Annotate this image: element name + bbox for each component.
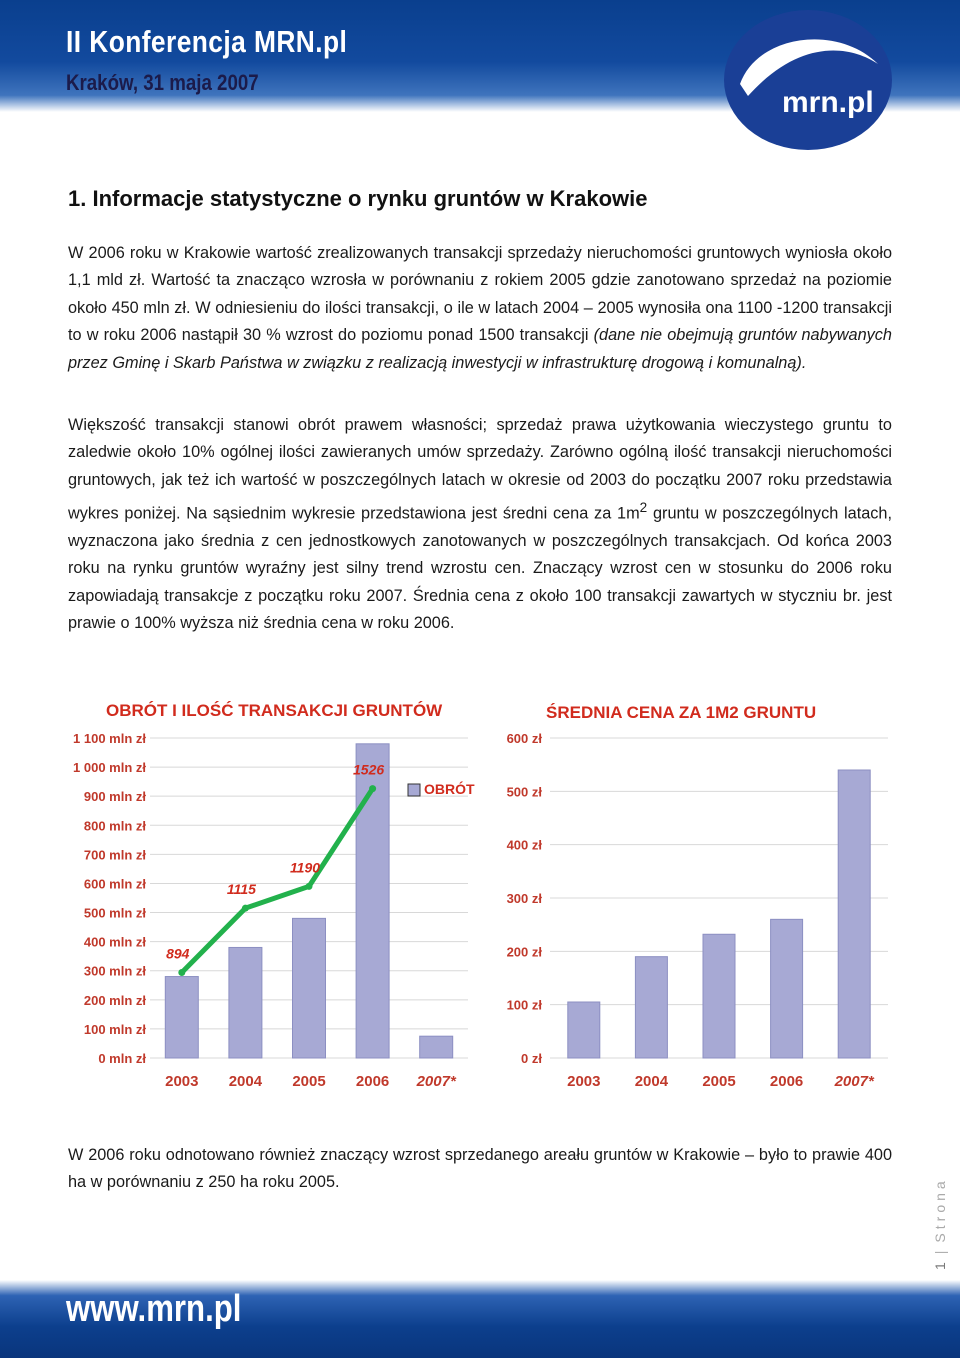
chart-left-x-tick: 2006 — [355, 1073, 390, 1090]
chart-left-y-tick: 1 100 mln zł — [73, 731, 146, 746]
paragraph-2-text-a: Większość transakcji stanowi obrót prawem własności; sprzedaż prawa użytkowania wieczystego gruntu to zaledwie około 10% ogólnej ilości zawieranych umów sprzedaży. Zarówno ogólną ilość transakcji nieruchomości gruntowych, jak też ich wartość w poszczególnych latach w okresie od 2003 do początku 2007 roku przedstawia wykres poniżej. Na sąsiednim wykresie przedstawiona jest średni cena za 1m — [68, 416, 892, 523]
chart-right-y-tick: 400 zł — [506, 837, 542, 853]
chart-left-line-point — [178, 969, 185, 976]
chart-left-series-line — [182, 789, 373, 973]
site-url: www.mrn.pl — [66, 1288, 242, 1330]
chart-right-bar — [771, 919, 803, 1058]
chart-right-x-tick: 2006 — [769, 1073, 804, 1090]
chart-left-y-tick: 100 mln zł — [83, 1021, 146, 1037]
chart-left-line-label: 1526 — [353, 761, 385, 778]
chart-left-line-label: 894 — [166, 945, 190, 962]
paragraph-1-text: W 2006 roku w Krakowie wartość zrealizowanych transakcji sprzedaży nieruchomości gruntowych wyniosła około 1,1 mld zł. Wartość ta znacząco wzrosła w porównaniu z rokiem 2005 gdzie zanotowano sprzedaż na poziomie około 450 mln zł. W odniesieniu do ilości transakcji, o ile w latach 2004 – 2005 wynosiła ona 1100 -1200 transakcji to w roku 2006 nastąpił 30 % wzrost do poziomu ponad 1500 transakcji — [68, 244, 892, 345]
chart-right-bar — [635, 957, 667, 1058]
chart-right-y-tick: 100 zł — [506, 997, 542, 1013]
paragraph-2-text-b: gruntu w poszczególnych latach, wyznaczona jako średnia z cen jednostkowych zanotowanych w poszczególnych transakcjach. Od końca 2003 roku na rynku gruntów wyraźny jest silny trend wzrostu cen. Znaczący wzrost cen w stosunku do 2006 roku zapowiadają transakcje z początku roku 2007. Średnia cena z około 100 transakcji zawartych w styczniu br. jest prawie o 100% wyższa niż średnia cena w roku 2006. — [68, 504, 892, 633]
chart-left-x-tick: 2003 — [165, 1073, 199, 1090]
page-number: 1 — [932, 1258, 948, 1270]
page-separator: | — [932, 1246, 948, 1255]
page-word: Strona — [932, 1177, 948, 1243]
chart-left-bar — [420, 1036, 453, 1058]
chart-right-y-ticks — [507, 731, 543, 1066]
conference-title: II Konferencja MRN.pl — [66, 24, 348, 59]
chart-right-y-tick: 300 zł — [506, 891, 542, 906]
chart-left-y-tick: 600 mln zł — [83, 876, 146, 892]
chart-right-y-tick: 600 zł — [506, 731, 542, 746]
chart-left-y-tick: 900 mln zł — [83, 789, 146, 805]
page-indicator-text — [932, 1177, 948, 1270]
chart-left-bar — [165, 977, 198, 1058]
chart-left-x-tick: 2007* — [416, 1073, 456, 1090]
chart-right-bars — [568, 770, 870, 1058]
chart-left-line-point — [306, 883, 313, 890]
chart-left-line-point — [242, 905, 249, 912]
chart-left-y-tick: 700 mln zł — [83, 847, 146, 863]
chart-left-legend-swatch — [408, 784, 420, 796]
paragraph-1-note: (dane nie obejmują gruntów nabywanych przez Gminę i Skarb Państwa w związku z realizacją inwestycji w infrastrukturę drogową i komunalną). — [68, 326, 892, 372]
chart-right-bar — [703, 934, 735, 1058]
chart-average-price — [488, 688, 898, 1098]
chart-left-bar — [229, 947, 262, 1058]
chart-left-y-tick: 800 mln zł — [83, 818, 146, 834]
paragraph-1 — [68, 240, 892, 377]
chart-left-legend — [408, 780, 475, 797]
chart-left-title: OBRÓT I ILOŚĆ TRANSAKCJI GRUNTÓW — [106, 701, 443, 720]
chart-right-x-ticks — [567, 1073, 875, 1090]
chart-left-y-ticks — [73, 731, 146, 1066]
page-indicator — [918, 1177, 958, 1290]
chart-left-x-tick: 2004 — [228, 1073, 263, 1090]
chart-right-x-tick: 2004 — [634, 1073, 669, 1090]
chart-right-y-tick: 0 zł — [521, 1051, 542, 1066]
chart-left-x-ticks — [165, 1073, 457, 1090]
chart-right-x-tick: 2007* — [834, 1073, 874, 1090]
chart-left-line-point — [369, 785, 376, 792]
chart-left-y-tick: 0 mln zł — [98, 1051, 146, 1066]
chart-right-x-tick: 2003 — [567, 1073, 601, 1090]
logo-text: mrn.pl — [782, 86, 874, 119]
chart-right-bar — [838, 770, 870, 1058]
chart-left-y-tick: 500 mln zł — [83, 905, 146, 921]
chart-right-bar — [568, 1002, 600, 1058]
chart-left-bar — [293, 918, 326, 1058]
chart-left-y-tick: 300 mln zł — [83, 963, 146, 979]
chart-right-y-tick: 500 zł — [506, 784, 542, 800]
paragraph-3: W 2006 roku odnotowano również znaczący wzrost sprzedanego areału gruntów w Krakowie – było to prawie 400 ha w porównaniu z 250 ha roku 2005. — [68, 1146, 892, 1192]
chart-left-line-label: 1190 — [289, 859, 321, 876]
chart-left-x-tick: 2005 — [292, 1073, 326, 1090]
chart-right-title: ŚREDNIA CENA ZA 1M2 GRUNTU — [546, 703, 817, 722]
chart-right-y-tick: 200 zł — [506, 944, 542, 960]
chart-left-line-label: 1115 — [226, 881, 256, 898]
chart-turnover-transactions — [68, 688, 478, 1098]
chart-left-y-tick: 1 000 mln zł — [73, 760, 146, 776]
chart-left-y-tick: 400 mln zł — [83, 934, 146, 950]
chart-left-y-tick: 200 mln zł — [83, 992, 146, 1008]
conference-date: Kraków, 31 maja 2007 — [66, 70, 259, 95]
mrn-logo — [718, 4, 894, 152]
paragraph-2-superscript: 2 — [639, 500, 648, 516]
section-title: 1. Informacje statystyczne o rynku gruntów w Krakowie — [68, 186, 648, 211]
chart-left-line — [166, 762, 384, 976]
paragraph-2 — [68, 412, 892, 638]
chart-left-legend-label: OBRÓT — [424, 781, 475, 797]
chart-right-x-tick: 2005 — [702, 1073, 736, 1090]
